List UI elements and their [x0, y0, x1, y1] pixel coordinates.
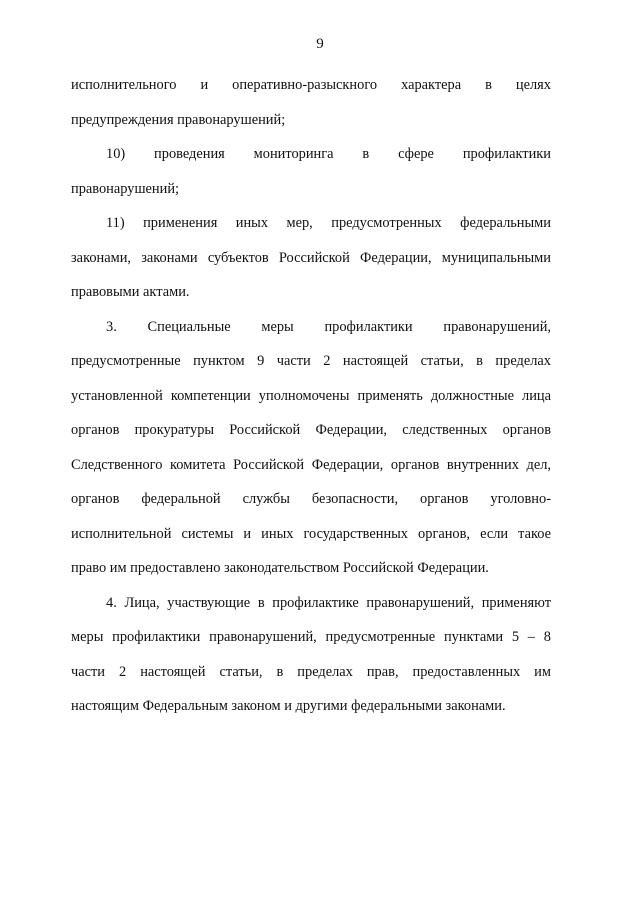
text-line: органов федеральной службы безопасности, органов уголовно- [71, 491, 551, 507]
list-item-10 [71, 137, 551, 206]
text-line: 4. Лица, участвующие в профилактике правонарушений, применяют [106, 594, 551, 611]
text-line: установленной компетенции уполномочены применять должностные лица [71, 387, 551, 404]
text-line: предупреждения правонарушений; [71, 111, 286, 128]
text-line: правонарушений; [71, 180, 180, 197]
document-body [71, 68, 551, 724]
page-number: 9 [316, 36, 324, 52]
text-line: 11) применения иных мер, предусмотренных федеральными [106, 215, 551, 231]
text-line: Следственного комитета Российской Федерации, органов внутренних дел, [71, 456, 551, 473]
text-line: 3. Специальные меры профилактики правонарушений, [106, 318, 551, 335]
text-line: меры профилактики правонарушений, предусмотренные пунктами 5 – 8 [71, 629, 551, 645]
text-line: законами, законами субъектов Российской Федерации, муниципальными [71, 249, 551, 266]
text-line: предусмотренные пунктом 9 части 2 настоящей статьи, в пределах [71, 353, 551, 369]
text-line: право им предоставлено законодательством Российской Федерации. [71, 560, 489, 576]
text-line: настоящим Федеральным законом и другими федеральными законами. [71, 698, 506, 714]
section-4-paragraph [71, 586, 551, 724]
paragraph-continuation [71, 68, 551, 137]
text-line: части 2 настоящей статьи, в пределах прав, предоставленных им [71, 663, 551, 680]
text-line: правовыми актами. [71, 284, 190, 300]
text-line: органов прокуратуры Российской Федерации, следственных органов [71, 422, 551, 438]
text-line: исполнительной системы и иных государственных органов, если такое [71, 525, 551, 542]
list-item-11 [71, 206, 551, 310]
text-line: исполнительного и оперативно-разыскного характера в целях [71, 77, 551, 93]
text-line: 10) проведения мониторинга в сфере профилактики [106, 146, 551, 162]
section-3-paragraph [71, 310, 551, 586]
